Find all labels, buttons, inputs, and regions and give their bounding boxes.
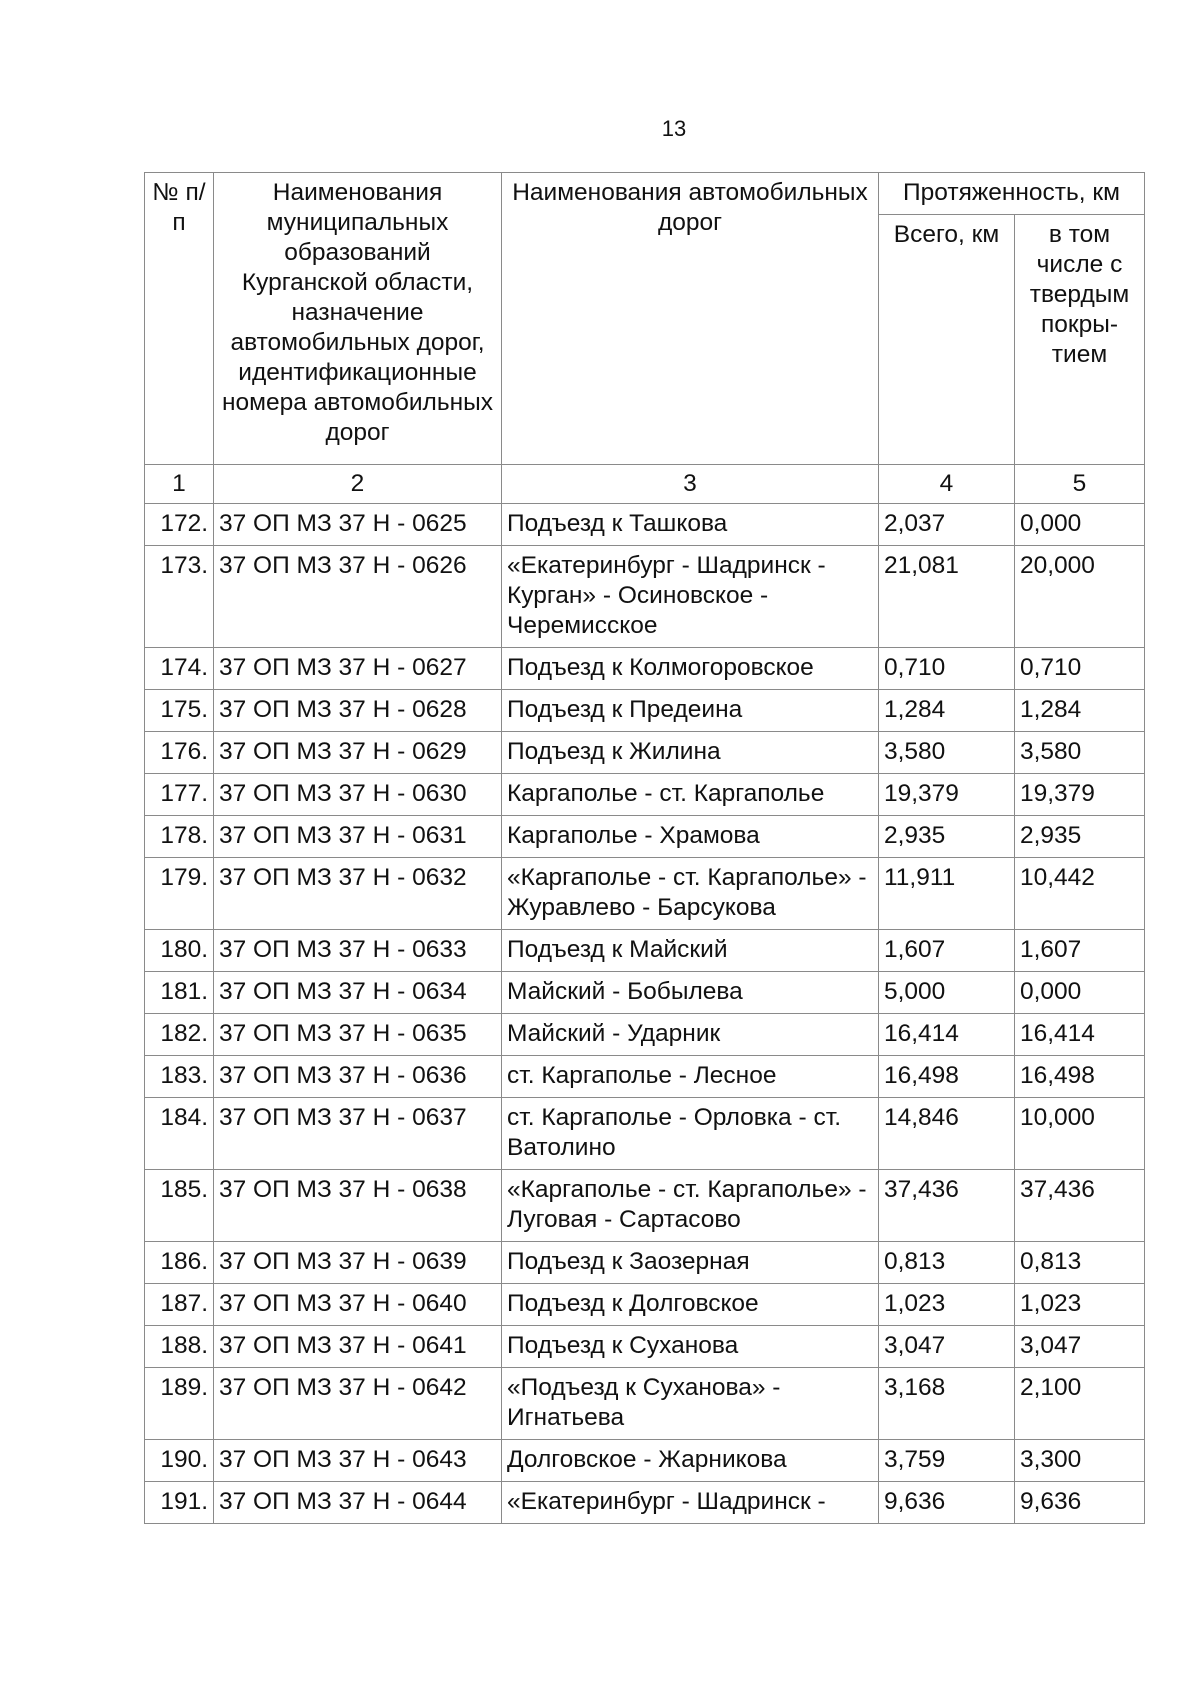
length-paved: 0,000 [1015, 504, 1145, 546]
length-paved: 1,607 [1015, 930, 1145, 972]
length-total: 3,759 [879, 1440, 1015, 1482]
road-id: 37 ОП МЗ 37 Н - 0629 [214, 732, 502, 774]
road-id: 37 ОП МЗ 37 Н - 0628 [214, 690, 502, 732]
road-name: «Екатеринбург - Шадринск - [502, 1482, 879, 1524]
roads-table [144, 172, 1145, 1524]
road-id: 37 ОП МЗ 37 Н - 0630 [214, 774, 502, 816]
road-name: Долговское - Жарникова [502, 1440, 879, 1482]
row-number: 186. [145, 1242, 214, 1284]
row-number: 187. [145, 1284, 214, 1326]
length-total: 16,498 [879, 1056, 1015, 1098]
length-total: 11,911 [879, 858, 1015, 930]
table-body [145, 465, 1145, 1524]
table-row [145, 690, 1145, 732]
row-number: 183. [145, 1056, 214, 1098]
road-id: 37 ОП МЗ 37 Н - 0632 [214, 858, 502, 930]
table-row [145, 1368, 1145, 1440]
row-number: 172. [145, 504, 214, 546]
length-total: 5,000 [879, 972, 1015, 1014]
road-name: «Подъезд к Суханова» - Игнатьева [502, 1368, 879, 1440]
row-number: 173. [145, 546, 214, 648]
column-number: 1 [145, 465, 214, 504]
header-municipality: Наименования муниципальных образований Курганской области, назначение автомобильных дорог, идентификационные номера автомобильных дорог [214, 173, 502, 465]
road-name: Майский - Ударник [502, 1014, 879, 1056]
table-row [145, 546, 1145, 648]
length-paved: 20,000 [1015, 546, 1145, 648]
length-total: 14,846 [879, 1098, 1015, 1170]
row-number: 179. [145, 858, 214, 930]
length-total: 0,813 [879, 1242, 1015, 1284]
road-id: 37 ОП МЗ 37 Н - 0638 [214, 1170, 502, 1242]
table-row [145, 1284, 1145, 1326]
table-row [145, 1326, 1145, 1368]
road-id: 37 ОП МЗ 37 Н - 0642 [214, 1368, 502, 1440]
length-total: 2,037 [879, 504, 1015, 546]
column-number: 4 [879, 465, 1015, 504]
road-id: 37 ОП МЗ 37 Н - 0627 [214, 648, 502, 690]
table-row [145, 1440, 1145, 1482]
column-number-row [145, 465, 1145, 504]
header-paved-length: в том числе с твердым покры-тием [1015, 215, 1145, 465]
length-paved: 3,580 [1015, 732, 1145, 774]
road-id: 37 ОП МЗ 37 Н - 0636 [214, 1056, 502, 1098]
column-number: 5 [1015, 465, 1145, 504]
length-total: 19,379 [879, 774, 1015, 816]
length-total: 2,935 [879, 816, 1015, 858]
road-id: 37 ОП МЗ 37 Н - 0639 [214, 1242, 502, 1284]
table-row [145, 972, 1145, 1014]
road-name: «Екатеринбург - Шадринск - Курган» - Осиновское - Черемисское [502, 546, 879, 648]
road-id: 37 ОП МЗ 37 Н - 0625 [214, 504, 502, 546]
row-number: 185. [145, 1170, 214, 1242]
table-row [145, 648, 1145, 690]
road-name: Подъезд к Ташкова [502, 504, 879, 546]
column-number: 3 [502, 465, 879, 504]
table-row [145, 1242, 1145, 1284]
header-length-group: Протяженность, км [879, 173, 1145, 215]
road-name: Подъезд к Жилина [502, 732, 879, 774]
row-number: 178. [145, 816, 214, 858]
row-number: 189. [145, 1368, 214, 1440]
length-total: 9,636 [879, 1482, 1015, 1524]
table-row [145, 858, 1145, 930]
table-row [145, 1170, 1145, 1242]
table-row [145, 1098, 1145, 1170]
length-paved: 1,284 [1015, 690, 1145, 732]
road-id: 37 ОП МЗ 37 Н - 0634 [214, 972, 502, 1014]
length-total: 1,607 [879, 930, 1015, 972]
length-paved: 10,000 [1015, 1098, 1145, 1170]
road-name: Подъезд к Предеина [502, 690, 879, 732]
length-paved: 0,813 [1015, 1242, 1145, 1284]
row-number: 184. [145, 1098, 214, 1170]
road-name: Подъезд к Колмогоровское [502, 648, 879, 690]
row-number: 181. [145, 972, 214, 1014]
table-row [145, 504, 1145, 546]
row-number: 176. [145, 732, 214, 774]
road-name: «Каргаполье - ст. Каргаполье» - Луговая - Сартасово [502, 1170, 879, 1242]
length-paved: 16,498 [1015, 1056, 1145, 1098]
row-number: 190. [145, 1440, 214, 1482]
length-total: 21,081 [879, 546, 1015, 648]
table-header [145, 173, 1145, 465]
table-row [145, 774, 1145, 816]
road-name: Каргаполье - ст. Каргаполье [502, 774, 879, 816]
length-total: 37,436 [879, 1170, 1015, 1242]
length-paved: 3,047 [1015, 1326, 1145, 1368]
road-id: 37 ОП МЗ 37 Н - 0644 [214, 1482, 502, 1524]
length-paved: 10,442 [1015, 858, 1145, 930]
row-number: 188. [145, 1326, 214, 1368]
row-number: 180. [145, 930, 214, 972]
header-road-name: Наименования автомобильных дорог [502, 173, 879, 465]
table-row [145, 1056, 1145, 1098]
length-paved: 16,414 [1015, 1014, 1145, 1056]
length-total: 3,580 [879, 732, 1015, 774]
table-row [145, 1014, 1145, 1056]
page-number: 13 [661, 116, 687, 141]
length-total: 3,047 [879, 1326, 1015, 1368]
length-total: 3,168 [879, 1368, 1015, 1440]
row-number: 174. [145, 648, 214, 690]
length-total: 0,710 [879, 648, 1015, 690]
length-paved: 2,100 [1015, 1368, 1145, 1440]
length-paved: 1,023 [1015, 1284, 1145, 1326]
road-name: Каргаполье - Храмова [502, 816, 879, 858]
road-id: 37 ОП МЗ 37 Н - 0637 [214, 1098, 502, 1170]
road-id: 37 ОП МЗ 37 Н - 0635 [214, 1014, 502, 1056]
length-paved: 0,710 [1015, 648, 1145, 690]
row-number: 175. [145, 690, 214, 732]
row-number: 177. [145, 774, 214, 816]
length-paved: 37,436 [1015, 1170, 1145, 1242]
road-name: ст. Каргаполье - Лесное [502, 1056, 879, 1098]
road-name: Подъезд к Долговское [502, 1284, 879, 1326]
length-paved: 19,379 [1015, 774, 1145, 816]
road-name: ст. Каргаполье - Орловка - ст. Ватолино [502, 1098, 879, 1170]
road-id: 37 ОП МЗ 37 Н - 0640 [214, 1284, 502, 1326]
header-total-length: Всего, км [879, 215, 1015, 465]
row-number: 182. [145, 1014, 214, 1056]
table-row [145, 816, 1145, 858]
road-id: 37 ОП МЗ 37 Н - 0641 [214, 1326, 502, 1368]
row-number: 191. [145, 1482, 214, 1524]
length-paved: 9,636 [1015, 1482, 1145, 1524]
length-paved: 2,935 [1015, 816, 1145, 858]
road-name: Подъезд к Майский [502, 930, 879, 972]
road-id: 37 ОП МЗ 37 Н - 0643 [214, 1440, 502, 1482]
road-name: Майский - Бобылева [502, 972, 879, 1014]
length-total: 1,023 [879, 1284, 1015, 1326]
road-id: 37 ОП МЗ 37 Н - 0626 [214, 546, 502, 648]
table-row [145, 732, 1145, 774]
length-paved: 0,000 [1015, 972, 1145, 1014]
length-total: 16,414 [879, 1014, 1015, 1056]
road-name: Подъезд к Суханова [502, 1326, 879, 1368]
road-id: 37 ОП МЗ 37 Н - 0631 [214, 816, 502, 858]
header-number: № п/п [145, 173, 214, 465]
table-row [145, 1482, 1145, 1524]
table-row [145, 930, 1145, 972]
column-number: 2 [214, 465, 502, 504]
road-name: Подъезд к Заозерная [502, 1242, 879, 1284]
length-total: 1,284 [879, 690, 1015, 732]
length-paved: 3,300 [1015, 1440, 1145, 1482]
road-id: 37 ОП МЗ 37 Н - 0633 [214, 930, 502, 972]
road-name: «Каргаполье - ст. Каргаполье» - Журавлево - Барсукова [502, 858, 879, 930]
